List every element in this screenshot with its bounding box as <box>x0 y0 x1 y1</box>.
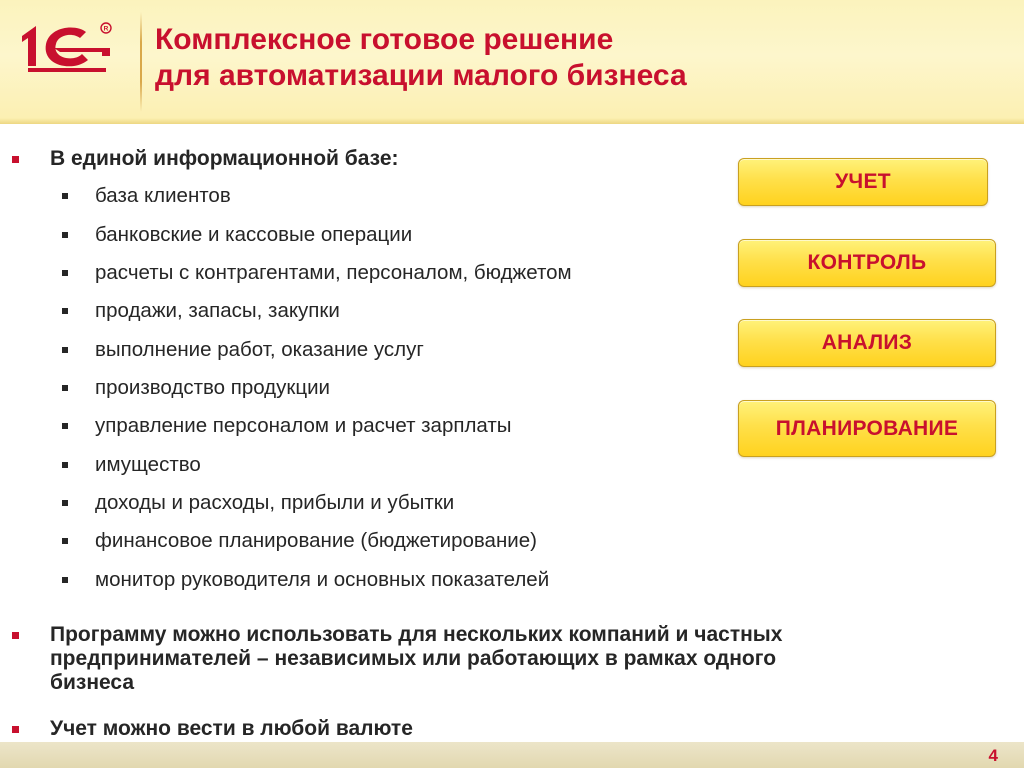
list-item-text: производство продукции <box>95 376 330 399</box>
black-square-bullet-icon <box>62 423 68 429</box>
header-divider <box>140 12 142 112</box>
slide-title-line-2: для автоматизации малого бизнеса <box>155 59 687 92</box>
black-square-bullet-icon <box>62 385 68 391</box>
black-square-bullet-icon <box>62 270 68 276</box>
slide-title <box>155 22 995 94</box>
planning-button[interactable]: ПЛАНИРОВАНИЕ <box>738 400 996 457</box>
list-item-text: выполнение работ, оказание услуг <box>95 338 424 361</box>
red-square-bullet-icon <box>12 156 19 163</box>
black-square-bullet-icon <box>62 232 68 238</box>
slide-title-line-1: Комплексное готовое решение <box>155 23 614 56</box>
black-square-bullet-icon <box>62 193 68 199</box>
bullet-single-database-text: В единой информационной базе: <box>50 147 399 170</box>
black-square-bullet-icon <box>62 308 68 314</box>
list-item-text: банковские и кассовые операции <box>95 223 413 246</box>
list-item-text: база клиентов <box>95 184 231 207</box>
list-item-text: доходы и расходы, прибыли и убытки <box>95 491 455 514</box>
bullet-any-currency-text: Учет можно вести в любой валюте <box>50 717 413 740</box>
list-item-text: имущество <box>95 453 201 476</box>
list-item-text: финансовое планирование (бюджетирование) <box>95 529 537 552</box>
bullet-multi-company-text <box>50 623 782 695</box>
red-square-bullet-icon <box>12 632 19 639</box>
analysis-button[interactable]: АНАЛИЗ <box>738 319 996 367</box>
bullet-multi-company-line-3: бизнеса <box>50 671 135 694</box>
red-square-bullet-icon <box>12 726 19 733</box>
black-square-bullet-icon <box>62 577 68 583</box>
accounting-button[interactable]: УЧЕТ <box>738 158 988 206</box>
page-number: 4 <box>988 746 998 765</box>
black-square-bullet-icon <box>62 538 68 544</box>
control-button[interactable]: КОНТРОЛЬ <box>738 239 996 287</box>
list-item-text: продажи, запасы, закупки <box>95 299 340 322</box>
slide-header <box>0 0 1024 124</box>
bullet-multi-company-line-1: Программу можно использовать для нескольких компаний и частных <box>50 623 783 646</box>
list-item-text: монитор руководителя и основных показателей <box>95 568 550 591</box>
bullet-multi-company <box>12 623 1012 695</box>
black-square-bullet-icon <box>62 500 68 506</box>
bullet-multi-company-line-2: предпринимателей – независимых или работающих в рамках одного <box>50 647 777 670</box>
footer-bar <box>0 742 1024 768</box>
black-square-bullet-icon <box>62 462 68 468</box>
1c-logo <box>14 18 114 78</box>
list-item-text: расчеты с контрагентами, персоналом, бюджетом <box>95 261 572 284</box>
black-square-bullet-icon <box>62 347 68 353</box>
list-item-text: управление персоналом и расчет зарплаты <box>95 414 512 437</box>
svg-text:R: R <box>103 25 109 33</box>
